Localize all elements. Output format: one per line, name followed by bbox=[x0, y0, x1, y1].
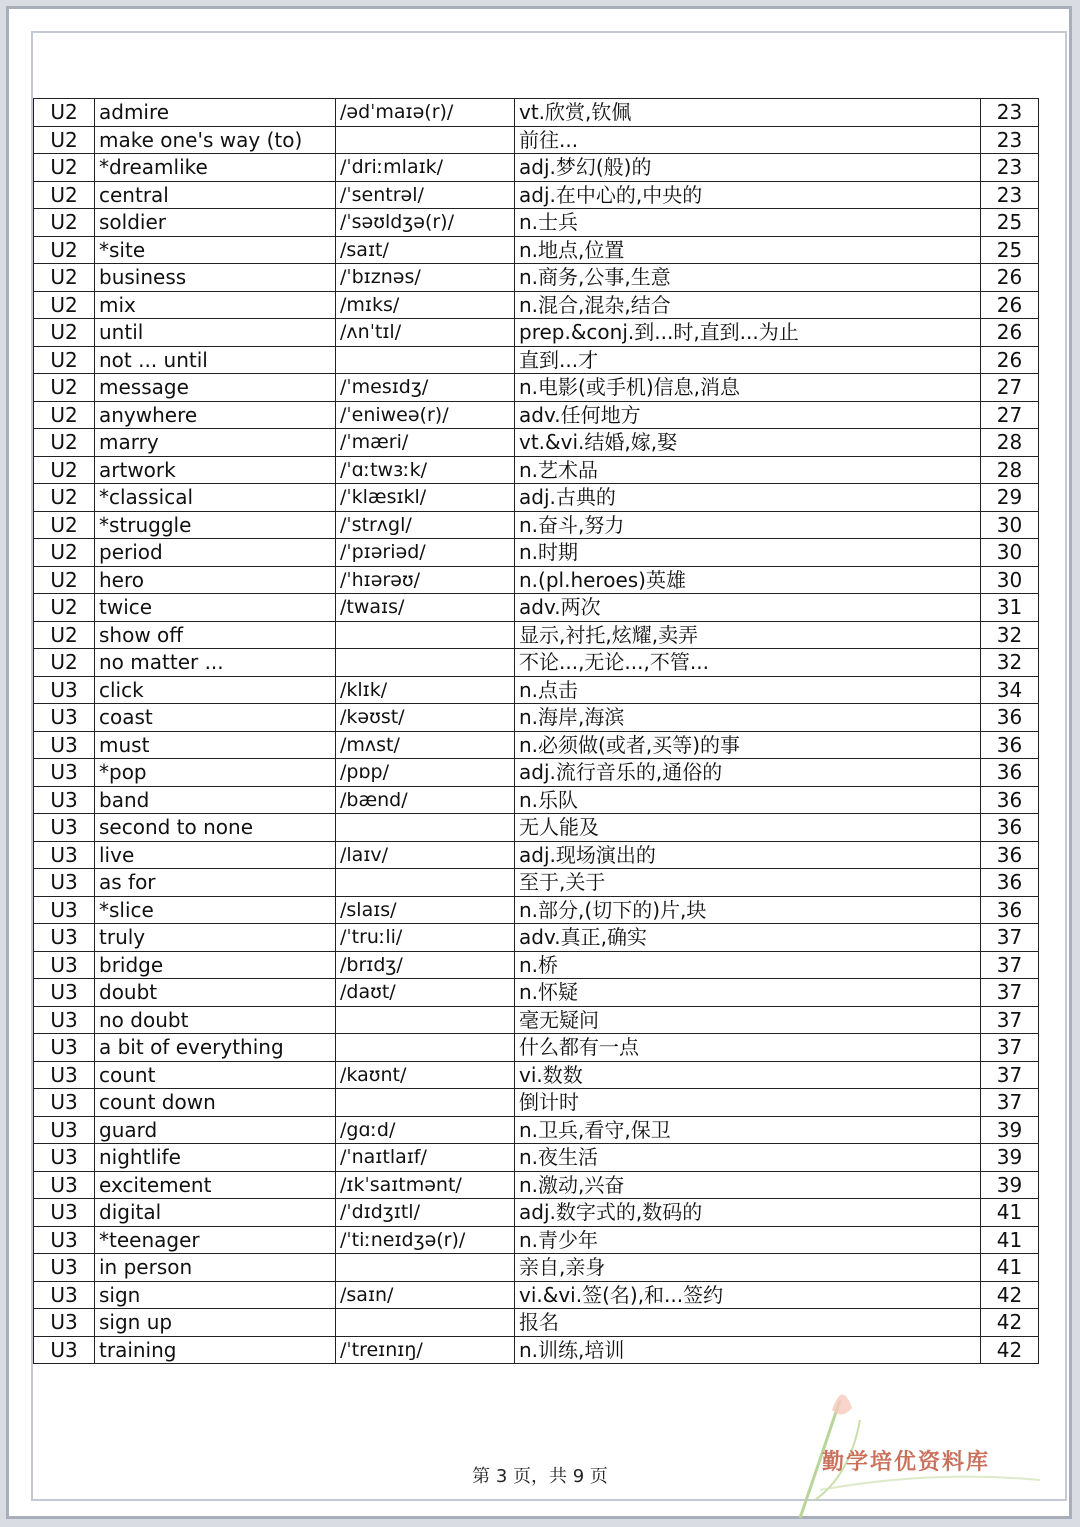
cell-page: 36 bbox=[981, 759, 1039, 787]
cell-page: 37 bbox=[981, 924, 1039, 952]
cell-word: mix bbox=[95, 291, 336, 319]
table-row bbox=[34, 814, 1039, 842]
cell-phon: /mʌst/ bbox=[336, 731, 515, 759]
cell-phon: /ˈsəʊldʒə(r)/ bbox=[336, 209, 515, 237]
table-row bbox=[34, 1226, 1039, 1254]
cell-word: excitement bbox=[95, 1171, 336, 1199]
table-row bbox=[34, 896, 1039, 924]
cell-unit: U2 bbox=[34, 154, 95, 182]
cell-word: in person bbox=[95, 1254, 336, 1282]
cell-page: 42 bbox=[981, 1281, 1039, 1309]
table-row bbox=[34, 291, 1039, 319]
cell-word: digital bbox=[95, 1199, 336, 1227]
table-row bbox=[34, 759, 1039, 787]
cell-unit: U3 bbox=[34, 704, 95, 732]
cell-phon: /ɪkˈsaɪtmənt/ bbox=[336, 1171, 515, 1199]
cell-meaning: n.商务,公事,生意 bbox=[515, 264, 981, 292]
cell-phon: /pɒp/ bbox=[336, 759, 515, 787]
cell-page: 27 bbox=[981, 401, 1039, 429]
table-row bbox=[34, 841, 1039, 869]
cell-phon bbox=[336, 1006, 515, 1034]
cell-unit: U3 bbox=[34, 1254, 95, 1282]
cell-unit: U3 bbox=[34, 1006, 95, 1034]
cell-meaning: 前往... bbox=[515, 126, 981, 154]
cell-page: 26 bbox=[981, 264, 1039, 292]
cell-meaning: n.士兵 bbox=[515, 209, 981, 237]
table-row bbox=[34, 456, 1039, 484]
cell-page: 37 bbox=[981, 951, 1039, 979]
cell-phon: /slaɪs/ bbox=[336, 896, 515, 924]
cell-page: 36 bbox=[981, 814, 1039, 842]
cell-page: 23 bbox=[981, 181, 1039, 209]
table-row bbox=[34, 951, 1039, 979]
cell-meaning: n.怀疑 bbox=[515, 979, 981, 1007]
cell-word: anywhere bbox=[95, 401, 336, 429]
cell-word: admire bbox=[95, 99, 336, 127]
cell-unit: U3 bbox=[34, 1309, 95, 1337]
cell-word: as for bbox=[95, 869, 336, 897]
cell-meaning: adj.在中心的,中央的 bbox=[515, 181, 981, 209]
cell-unit: U3 bbox=[34, 814, 95, 842]
cell-meaning: adj.梦幻(般)的 bbox=[515, 154, 981, 182]
table-row bbox=[34, 511, 1039, 539]
table-row bbox=[34, 1171, 1039, 1199]
cell-word: second to none bbox=[95, 814, 336, 842]
cell-phon: /ˈhɪərəʊ/ bbox=[336, 566, 515, 594]
cell-unit: U2 bbox=[34, 566, 95, 594]
cell-phon: /ˈmesɪdʒ/ bbox=[336, 374, 515, 402]
table-row bbox=[34, 979, 1039, 1007]
table-row bbox=[34, 621, 1039, 649]
cell-meaning: vt.&vi.结婚,嫁,娶 bbox=[515, 429, 981, 457]
cell-phon: /gɑːd/ bbox=[336, 1116, 515, 1144]
cell-page: 27 bbox=[981, 374, 1039, 402]
cell-phon: /ˈdriːmlaɪk/ bbox=[336, 154, 515, 182]
cell-phon: /ˈnaɪtlaɪf/ bbox=[336, 1144, 515, 1172]
cell-unit: U3 bbox=[34, 786, 95, 814]
cell-unit: U2 bbox=[34, 539, 95, 567]
cell-unit: U2 bbox=[34, 319, 95, 347]
table-row bbox=[34, 346, 1039, 374]
cell-meaning: 报名 bbox=[515, 1309, 981, 1337]
cell-meaning: n.电影(或手机)信息,消息 bbox=[515, 374, 981, 402]
cell-word: artwork bbox=[95, 456, 336, 484]
cell-word: training bbox=[95, 1336, 336, 1364]
cell-meaning: n.地点,位置 bbox=[515, 236, 981, 264]
table-row bbox=[34, 1061, 1039, 1089]
cell-word: a bit of everything bbox=[95, 1034, 336, 1062]
cell-meaning: vi.&vi.签(名),和...签约 bbox=[515, 1281, 981, 1309]
table-row bbox=[34, 1034, 1039, 1062]
cell-page: 37 bbox=[981, 1089, 1039, 1117]
cell-unit: U2 bbox=[34, 126, 95, 154]
table-row bbox=[34, 401, 1039, 429]
cell-page: 42 bbox=[981, 1336, 1039, 1364]
cell-phon: /ˈtreɪnɪŋ/ bbox=[336, 1336, 515, 1364]
cell-meaning: 显示,衬托,炫耀,卖弄 bbox=[515, 621, 981, 649]
cell-phon: /ˈtiːneɪdʒə(r)/ bbox=[336, 1226, 515, 1254]
table-row bbox=[34, 236, 1039, 264]
cell-page: 37 bbox=[981, 1061, 1039, 1089]
cell-word: make one's way (to) bbox=[95, 126, 336, 154]
cell-page: 25 bbox=[981, 236, 1039, 264]
cell-page: 36 bbox=[981, 869, 1039, 897]
cell-meaning: n.激动,兴奋 bbox=[515, 1171, 981, 1199]
cell-word: live bbox=[95, 841, 336, 869]
cell-word: *classical bbox=[95, 484, 336, 512]
cell-word: bridge bbox=[95, 951, 336, 979]
cell-page: 31 bbox=[981, 594, 1039, 622]
cell-page: 41 bbox=[981, 1254, 1039, 1282]
cell-meaning: n.部分,(切下的)片,块 bbox=[515, 896, 981, 924]
cell-word: soldier bbox=[95, 209, 336, 237]
cell-word: coast bbox=[95, 704, 336, 732]
cell-meaning: n.青少年 bbox=[515, 1226, 981, 1254]
cell-page: 32 bbox=[981, 649, 1039, 677]
cell-page: 39 bbox=[981, 1116, 1039, 1144]
vocabulary-table-body bbox=[34, 99, 1039, 1364]
cell-phon: /bænd/ bbox=[336, 786, 515, 814]
table-row bbox=[34, 264, 1039, 292]
cell-page: 32 bbox=[981, 621, 1039, 649]
table-row bbox=[34, 1089, 1039, 1117]
table-row bbox=[34, 154, 1039, 182]
cell-word: doubt bbox=[95, 979, 336, 1007]
cell-phon: /ˈdɪdʒɪtl/ bbox=[336, 1199, 515, 1227]
cell-word: no matter ... bbox=[95, 649, 336, 677]
cell-word: *pop bbox=[95, 759, 336, 787]
cell-meaning: prep.&conj.到...时,直到...为止 bbox=[515, 319, 981, 347]
cell-phon: /twaɪs/ bbox=[336, 594, 515, 622]
cell-meaning: 至于,关于 bbox=[515, 869, 981, 897]
cell-phon: /mɪks/ bbox=[336, 291, 515, 319]
cell-page: 41 bbox=[981, 1199, 1039, 1227]
cell-page: 30 bbox=[981, 539, 1039, 567]
cell-page: 36 bbox=[981, 731, 1039, 759]
cell-unit: U3 bbox=[34, 979, 95, 1007]
cell-unit: U2 bbox=[34, 429, 95, 457]
cell-page: 39 bbox=[981, 1144, 1039, 1172]
cell-page: 41 bbox=[981, 1226, 1039, 1254]
cell-meaning: n.奋斗,努力 bbox=[515, 511, 981, 539]
cell-unit: U3 bbox=[34, 1336, 95, 1364]
cell-meaning: vi.数数 bbox=[515, 1061, 981, 1089]
table-row bbox=[34, 594, 1039, 622]
table-row bbox=[34, 649, 1039, 677]
cell-meaning: n.卫兵,看守,保卫 bbox=[515, 1116, 981, 1144]
cell-page: 28 bbox=[981, 429, 1039, 457]
cell-meaning: n.海岸,海滨 bbox=[515, 704, 981, 732]
cell-word: business bbox=[95, 264, 336, 292]
table-row bbox=[34, 1336, 1039, 1364]
table-row bbox=[34, 484, 1039, 512]
cell-page: 39 bbox=[981, 1171, 1039, 1199]
cell-phon: /daʊt/ bbox=[336, 979, 515, 1007]
cell-phon bbox=[336, 1254, 515, 1282]
cell-phon: /ədˈmaɪə(r)/ bbox=[336, 99, 515, 127]
cell-meaning: adj.古典的 bbox=[515, 484, 981, 512]
cell-phon: /ʌnˈtɪl/ bbox=[336, 319, 515, 347]
cell-meaning: n.混合,混杂,结合 bbox=[515, 291, 981, 319]
table-row bbox=[34, 1006, 1039, 1034]
cell-unit: U3 bbox=[34, 1226, 95, 1254]
cell-unit: U3 bbox=[34, 1281, 95, 1309]
cell-unit: U3 bbox=[34, 1144, 95, 1172]
cell-unit: U3 bbox=[34, 896, 95, 924]
cell-page: 29 bbox=[981, 484, 1039, 512]
cell-meaning: n.必须做(或者,买等)的事 bbox=[515, 731, 981, 759]
cell-phon bbox=[336, 346, 515, 374]
cell-word: hero bbox=[95, 566, 336, 594]
cell-unit: U3 bbox=[34, 951, 95, 979]
table-row bbox=[34, 429, 1039, 457]
cell-unit: U3 bbox=[34, 676, 95, 704]
cell-unit: U2 bbox=[34, 621, 95, 649]
cell-word: message bbox=[95, 374, 336, 402]
table-row bbox=[34, 1116, 1039, 1144]
table-row bbox=[34, 99, 1039, 127]
cell-phon bbox=[336, 649, 515, 677]
cell-phon: /ˈbɪznəs/ bbox=[336, 264, 515, 292]
cell-unit: U3 bbox=[34, 841, 95, 869]
cell-unit: U3 bbox=[34, 1089, 95, 1117]
cell-page: 42 bbox=[981, 1309, 1039, 1337]
cell-meaning: 不论...,无论...,不管... bbox=[515, 649, 981, 677]
cell-unit: U3 bbox=[34, 1116, 95, 1144]
cell-word: *struggle bbox=[95, 511, 336, 539]
cell-unit: U2 bbox=[34, 594, 95, 622]
cell-meaning: n.(pl.heroes)英雄 bbox=[515, 566, 981, 594]
cell-word: *slice bbox=[95, 896, 336, 924]
cell-phon: /ˈklæsɪkl/ bbox=[336, 484, 515, 512]
cell-word: show off bbox=[95, 621, 336, 649]
cell-page: 36 bbox=[981, 786, 1039, 814]
cell-word: must bbox=[95, 731, 336, 759]
cell-phon: /kəʊst/ bbox=[336, 704, 515, 732]
cell-page: 28 bbox=[981, 456, 1039, 484]
cell-meaning: vt.欣赏,钦佩 bbox=[515, 99, 981, 127]
cell-unit: U2 bbox=[34, 291, 95, 319]
cell-unit: U2 bbox=[34, 264, 95, 292]
cell-meaning: n.乐队 bbox=[515, 786, 981, 814]
cell-unit: U2 bbox=[34, 209, 95, 237]
table-row bbox=[34, 539, 1039, 567]
cell-word: band bbox=[95, 786, 336, 814]
cell-phon bbox=[336, 1309, 515, 1337]
cell-phon bbox=[336, 1089, 515, 1117]
cell-phon: /saɪn/ bbox=[336, 1281, 515, 1309]
cell-meaning: 什么都有一点 bbox=[515, 1034, 981, 1062]
cell-page: 34 bbox=[981, 676, 1039, 704]
table-row bbox=[34, 1144, 1039, 1172]
cell-page: 25 bbox=[981, 209, 1039, 237]
table-row bbox=[34, 1254, 1039, 1282]
table-row bbox=[34, 374, 1039, 402]
cell-meaning: 无人能及 bbox=[515, 814, 981, 842]
cell-word: not ... until bbox=[95, 346, 336, 374]
cell-unit: U2 bbox=[34, 401, 95, 429]
table-row bbox=[34, 1309, 1039, 1337]
cell-unit: U3 bbox=[34, 1199, 95, 1227]
cell-word: marry bbox=[95, 429, 336, 457]
cell-phon: /ˈmæri/ bbox=[336, 429, 515, 457]
cell-page: 37 bbox=[981, 979, 1039, 1007]
cell-phon: /kaʊnt/ bbox=[336, 1061, 515, 1089]
table-row bbox=[34, 786, 1039, 814]
cell-meaning: n.夜生活 bbox=[515, 1144, 981, 1172]
cell-meaning: 倒计时 bbox=[515, 1089, 981, 1117]
cell-unit: U3 bbox=[34, 1061, 95, 1089]
table-row bbox=[34, 704, 1039, 732]
table-row bbox=[34, 924, 1039, 952]
cell-meaning: adj.数字式的,数码的 bbox=[515, 1199, 981, 1227]
cell-unit: U2 bbox=[34, 484, 95, 512]
cell-phon: /ˈtruːli/ bbox=[336, 924, 515, 952]
cell-page: 37 bbox=[981, 1034, 1039, 1062]
cell-phon: /ˈstrʌgl/ bbox=[336, 511, 515, 539]
cell-unit: U3 bbox=[34, 1171, 95, 1199]
cell-unit: U2 bbox=[34, 456, 95, 484]
table-row bbox=[34, 1281, 1039, 1309]
cell-meaning: adv.任何地方 bbox=[515, 401, 981, 429]
cell-meaning: n.时期 bbox=[515, 539, 981, 567]
cell-word: until bbox=[95, 319, 336, 347]
cell-word: count bbox=[95, 1061, 336, 1089]
cell-unit: U3 bbox=[34, 924, 95, 952]
cell-page: 37 bbox=[981, 1006, 1039, 1034]
cell-unit: U2 bbox=[34, 346, 95, 374]
cell-page: 30 bbox=[981, 566, 1039, 594]
watermark-text: 勤学培优资料库 bbox=[822, 1449, 991, 1475]
cell-page: 26 bbox=[981, 291, 1039, 319]
cell-meaning: adj.流行音乐的,通俗的 bbox=[515, 759, 981, 787]
cell-phon bbox=[336, 869, 515, 897]
table-row bbox=[34, 181, 1039, 209]
cell-meaning: 亲自,亲身 bbox=[515, 1254, 981, 1282]
cell-phon bbox=[336, 814, 515, 842]
table-row bbox=[34, 731, 1039, 759]
cell-page: 23 bbox=[981, 99, 1039, 127]
table-row bbox=[34, 1199, 1039, 1227]
cell-meaning: adv.两次 bbox=[515, 594, 981, 622]
table-row bbox=[34, 319, 1039, 347]
cell-meaning: adv.真正,确实 bbox=[515, 924, 981, 952]
table-row bbox=[34, 126, 1039, 154]
cell-unit: U2 bbox=[34, 374, 95, 402]
cell-phon: /ˈpɪəriəd/ bbox=[336, 539, 515, 567]
table-row bbox=[34, 566, 1039, 594]
vocabulary-table bbox=[33, 98, 1039, 1364]
cell-phon: /klɪk/ bbox=[336, 676, 515, 704]
cell-meaning: n.桥 bbox=[515, 951, 981, 979]
cell-phon bbox=[336, 1034, 515, 1062]
cell-unit: U3 bbox=[34, 731, 95, 759]
cell-phon bbox=[336, 621, 515, 649]
cell-word: *dreamlike bbox=[95, 154, 336, 182]
cell-page: 23 bbox=[981, 154, 1039, 182]
cell-meaning: n.艺术品 bbox=[515, 456, 981, 484]
table-row bbox=[34, 209, 1039, 237]
cell-meaning: adj.现场演出的 bbox=[515, 841, 981, 869]
cell-word: central bbox=[95, 181, 336, 209]
cell-word: period bbox=[95, 539, 336, 567]
cell-word: nightlife bbox=[95, 1144, 336, 1172]
cell-unit: U2 bbox=[34, 649, 95, 677]
cell-unit: U2 bbox=[34, 511, 95, 539]
cell-word: truly bbox=[95, 924, 336, 952]
cell-phon: /ˈeniweə(r)/ bbox=[336, 401, 515, 429]
cell-phon: /brɪdʒ/ bbox=[336, 951, 515, 979]
table-row bbox=[34, 869, 1039, 897]
cell-unit: U2 bbox=[34, 181, 95, 209]
cell-meaning: n.训练,培训 bbox=[515, 1336, 981, 1364]
page-number: 第 3 页，共 9 页 bbox=[472, 1466, 608, 1487]
cell-page: 23 bbox=[981, 126, 1039, 154]
table-row bbox=[34, 676, 1039, 704]
cell-unit: U2 bbox=[34, 236, 95, 264]
cell-unit: U2 bbox=[34, 99, 95, 127]
cell-page: 36 bbox=[981, 896, 1039, 924]
cell-unit: U3 bbox=[34, 869, 95, 897]
cell-phon: /ˈɑːtwɜːk/ bbox=[336, 456, 515, 484]
cell-word: *teenager bbox=[95, 1226, 336, 1254]
cell-meaning: n.点击 bbox=[515, 676, 981, 704]
cell-word: *site bbox=[95, 236, 336, 264]
cell-word: click bbox=[95, 676, 336, 704]
cell-word: guard bbox=[95, 1116, 336, 1144]
cell-phon: /laɪv/ bbox=[336, 841, 515, 869]
cell-unit: U3 bbox=[34, 1034, 95, 1062]
cell-meaning: 毫无疑问 bbox=[515, 1006, 981, 1034]
cell-word: count down bbox=[95, 1089, 336, 1117]
cell-word: no doubt bbox=[95, 1006, 336, 1034]
cell-phon: /saɪt/ bbox=[336, 236, 515, 264]
cell-page: 36 bbox=[981, 704, 1039, 732]
cell-page: 26 bbox=[981, 319, 1039, 347]
cell-page: 30 bbox=[981, 511, 1039, 539]
cell-word: sign bbox=[95, 1281, 336, 1309]
cell-word: twice bbox=[95, 594, 336, 622]
cell-page: 36 bbox=[981, 841, 1039, 869]
cell-unit: U3 bbox=[34, 759, 95, 787]
cell-word: sign up bbox=[95, 1309, 336, 1337]
cell-meaning: 直到...才 bbox=[515, 346, 981, 374]
cell-phon: /ˈsentrəl/ bbox=[336, 181, 515, 209]
cell-phon bbox=[336, 126, 515, 154]
cell-page: 26 bbox=[981, 346, 1039, 374]
